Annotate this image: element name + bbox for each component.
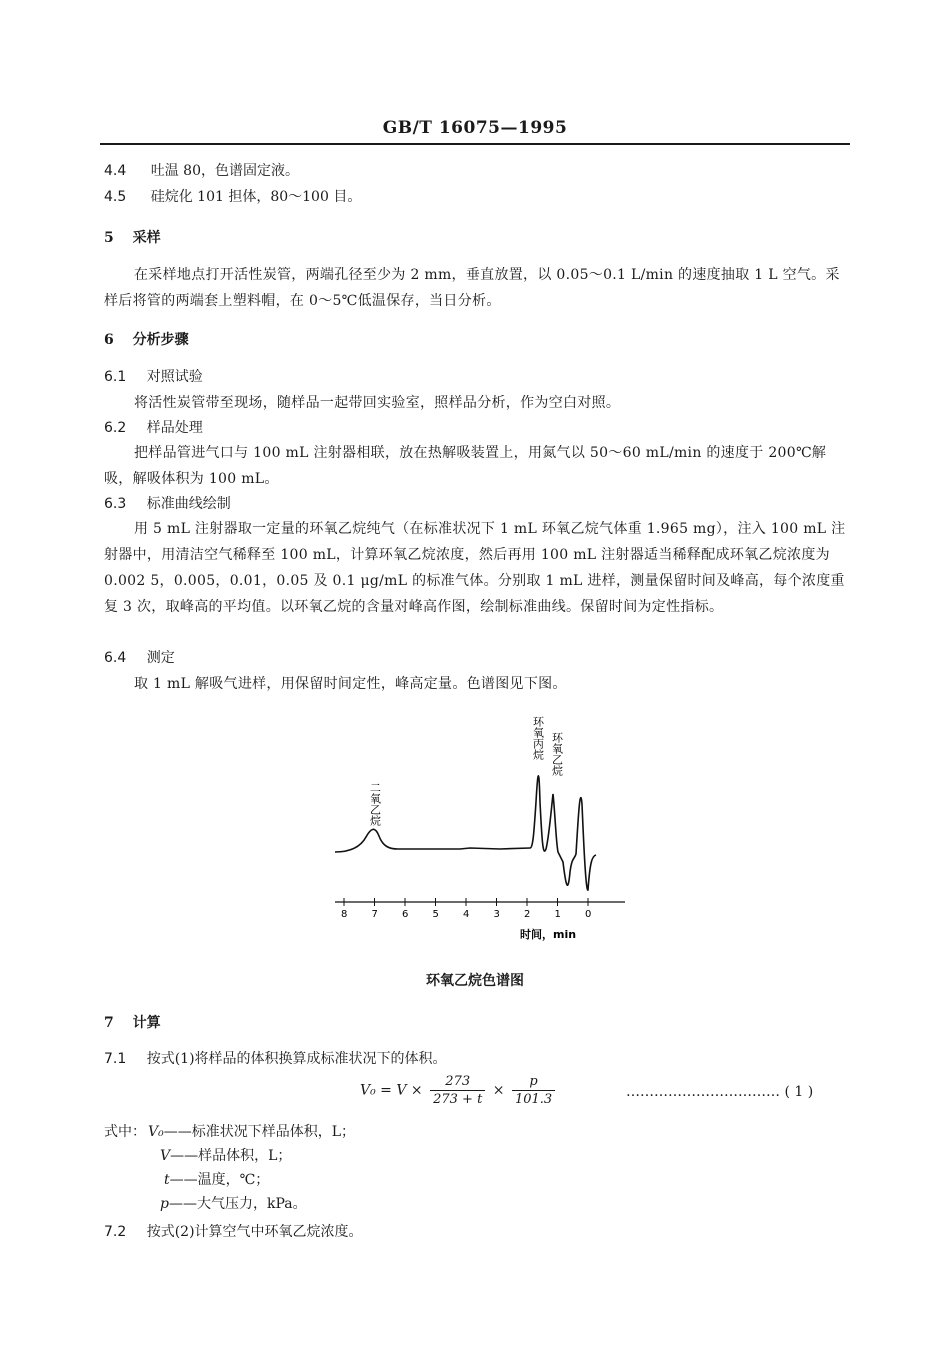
time-axis-tick-label: 1 (554, 909, 561, 920)
clause-7-1 (104, 1049, 447, 1069)
section-title: 分析步骤 (132, 332, 189, 348)
clause-text: 按式(1)将样品的体积换算成标准状况下的体积。 (146, 1051, 447, 1067)
time-axis-tick-label: 7 (371, 909, 378, 920)
peak-label-epoxypropane: 环氧丙烷 (531, 716, 545, 760)
clause-number: 4.5 (104, 189, 127, 205)
section-5-heading (104, 228, 161, 248)
clause-4-5 (104, 187, 361, 207)
fraction-denominator: 273 + t (433, 1092, 483, 1107)
definition-text: ——样品体积，L； (170, 1148, 292, 1164)
clause-title: 对照试验 (146, 369, 203, 385)
time-axis-tick-label: 0 (585, 909, 592, 920)
clause-6-1-paragraph: 将活性炭管带至现场，随样品一起带回实验室，照样品分析，作为空白对照。 (134, 395, 621, 411)
formula-times: × (492, 1082, 505, 1099)
peak-label-epoxyethane: 环氧乙烷 (550, 732, 564, 776)
page-header: GB/T 16075—1995 (382, 118, 568, 138)
clause-number: 7.2 (104, 1224, 127, 1240)
time-axis-tick-label: 3 (493, 909, 500, 920)
time-axis-ticks (341, 898, 591, 920)
time-axis-tick-label: 4 (463, 909, 470, 920)
clause-number: 6.3 (104, 496, 127, 512)
header-rule (100, 143, 850, 145)
definition-t (164, 1170, 269, 1190)
clause-title: 样品处理 (146, 420, 203, 436)
formula-1 (360, 1074, 558, 1107)
section-7-heading (104, 1013, 161, 1033)
clause-6-2-paragraph: 把样品管进气口与 100 mL 注射器相联，放在热解吸装置上，用氮气以 50～60 mL/min 的速度于 200℃解吸，解吸体积为 100 mL。 (104, 445, 827, 487)
time-axis-tick-label: 5 (432, 909, 439, 920)
formula-fraction-pressure (512, 1074, 555, 1107)
clause-4-4 (104, 161, 299, 181)
peak-label-dichloroethane: 二氧乙烷 (368, 782, 382, 826)
fraction-denominator: 101.3 (514, 1092, 553, 1107)
formula-lhs: V₀ = V × (360, 1082, 423, 1099)
definition-symbol: t (164, 1172, 170, 1188)
definition-symbol: V₀ (148, 1124, 164, 1140)
fraction-numerator: p (512, 1074, 555, 1091)
clause-6-2-heading (104, 418, 203, 438)
section-6-heading (104, 330, 189, 350)
definition-v (160, 1146, 291, 1166)
clause-number: 7.1 (104, 1051, 127, 1067)
fraction-numerator: 273 (430, 1074, 485, 1091)
formula-number (626, 1082, 813, 1102)
equation-number: ( 1 ) (784, 1084, 814, 1100)
section-5-paragraph: 在采样地点打开活性炭管，两端孔径至少为 2 mm，垂直放置，以 0.05～0.1 L/min 的速度抽取 1 L 空气。采样后将管的两端套上塑料帽，在 0～5℃低温保存，当日分析。 (104, 267, 840, 309)
time-axis-tick-label: 2 (524, 909, 531, 920)
clause-title: 标准曲线绘制 (146, 496, 231, 512)
time-axis-tick-label: 8 (341, 909, 348, 920)
section-number: 5 (104, 230, 114, 246)
clause-text: 吐温 80，色谱固定液。 (150, 163, 299, 179)
clause-text: 按式(2)计算空气中环氧乙烷浓度。 (146, 1224, 363, 1240)
clause-number: 6.4 (104, 650, 127, 666)
section-number: 7 (104, 1015, 114, 1031)
time-axis-label: 时间，min (520, 928, 577, 941)
figure-caption: 环氧乙烷色谱图 (426, 973, 524, 989)
clause-7-2 (104, 1222, 363, 1242)
clause-number: 6.2 (104, 420, 127, 436)
clause-number: 6.1 (104, 369, 127, 385)
section-title: 采样 (132, 230, 161, 246)
section-title: 计算 (132, 1015, 161, 1031)
formula-fraction-temperature (430, 1074, 485, 1107)
definition-text: ——大气压力，kPa。 (168, 1196, 307, 1212)
clause-6-4-heading (104, 648, 175, 668)
definition-text: ——温度，℃； (169, 1172, 270, 1188)
definition-p (160, 1194, 307, 1214)
clause-text: 硅烷化 101 担体，80～100 目。 (150, 189, 362, 205)
time-axis-tick-label: 6 (402, 909, 409, 920)
clause-number: 4.4 (104, 163, 127, 179)
section-number: 6 (104, 332, 114, 348)
clause-title: 测定 (146, 650, 175, 666)
definition-text: ——标准状况下样品体积，L； (163, 1124, 356, 1140)
where-label: 式中： (104, 1124, 146, 1140)
definition-symbol: p (160, 1196, 169, 1212)
chromatogram-figure (320, 712, 640, 952)
definition-symbol: V (160, 1148, 171, 1164)
definition-v0 (148, 1122, 355, 1142)
leader-dots: …………………………… (626, 1084, 780, 1100)
clause-6-3-paragraph: 用 5 mL 注射器取一定量的环氧乙烷纯气（在标准状况下 1 mL 环氧乙烷气体重 1.965 mg），注入 100 mL 注射器中，用清洁空气稀释至 100 mL，计算环氧乙烷浓度，然后再用 100 mL 注射器适当稀释配成环氧乙烷浓度为 0.002 5，0.005，0.01，0.05 及 0.1 μg/mL 的标准气体。分别取 1 mL 进样，测量保留时间及峰高，每个浓度重复 3 次，取峰高的平均值。以环氧乙烷的含量对峰高作图，绘制标准曲线。保留时间为定性指标。 (104, 521, 846, 615)
clause-6-3-heading (104, 494, 231, 514)
clause-6-1-heading (104, 367, 203, 387)
clause-6-4-paragraph: 取 1 mL 解吸气进样，用保留时间定性，峰高定量。色谱图见下图。 (134, 676, 567, 692)
